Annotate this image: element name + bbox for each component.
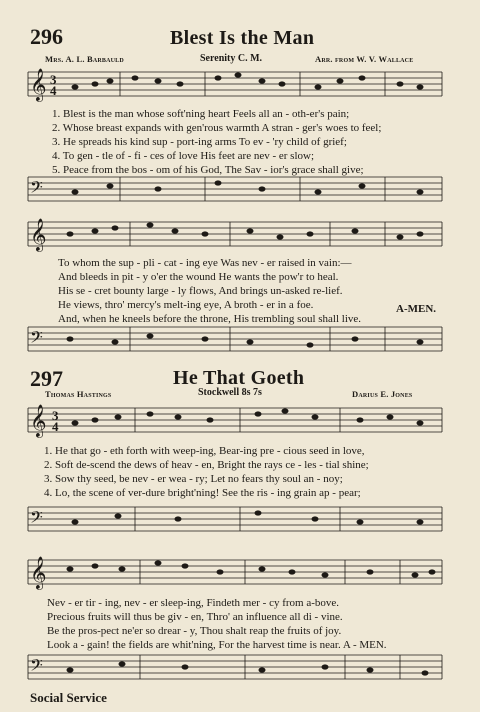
- music-staff-bass: [0, 502, 480, 542]
- verse-line: Be the pros-pect ne'er so drear - y, Thou shalt reap the fruits of joy.: [47, 625, 342, 637]
- svg-text:3: 3: [50, 72, 57, 87]
- hymn-number: 296: [30, 24, 63, 49]
- verse-line: To whom the sup - pli - cat - ing eye Was nev - er raised in vain:—: [58, 257, 352, 269]
- svg-text:𝄢: 𝄢: [30, 655, 43, 679]
- verse-line: And bleeds in pit - y o'er the wound He wants the pow'r to heal.: [58, 271, 339, 283]
- music-staff-treble: [0, 398, 480, 448]
- verse-line: He views, thro' mercy's melt-ing eye, A broth - er in a foe.: [58, 299, 314, 311]
- svg-text:3: 3: [52, 408, 59, 423]
- verse-line: His se - cret bounty large - ly flows, And brings un-asked re-lief.: [58, 285, 343, 297]
- svg-text:𝄞: 𝄞: [30, 68, 47, 101]
- svg-text:𝄞: 𝄞: [30, 218, 47, 251]
- hymn-number: 297: [30, 366, 63, 391]
- music-staff-bass: [0, 172, 480, 212]
- verse-line: Nev - er tir - ing, nev - er sleep-ing, Findeth mer - cy from a-bove.: [47, 597, 340, 609]
- verse-line: 2. Soft de-scend the dews of heav - en, Bright the rays ce - les - tial shine;: [44, 459, 369, 471]
- amen-label: A-MEN.: [396, 303, 437, 315]
- svg-text:𝄢: 𝄢: [30, 327, 43, 351]
- verse-line: 1. Blest is the man whose soft'ning heart Feels all an - oth-er's pain;: [52, 108, 350, 120]
- verse-line: 1. He that go - eth forth with weep-ing, Bear-ing pre - cious seed in love,: [44, 445, 365, 457]
- verse-line: 4. Lo, the scene of ver-dure bright'ning! See the ris - ing grain ap - pear;: [44, 487, 361, 499]
- verse-line: 2. Whose breast expands with gen'rous warmth A stran - ger's woes to feel;: [52, 122, 382, 134]
- verse-line: Precious fruits will thus be giv - en, Thro' an influence all di - vine.: [47, 611, 343, 623]
- tune-name: Stockwell 8s 7s: [198, 387, 262, 398]
- tune-name: Serenity C. M.: [200, 53, 263, 64]
- svg-text:4: 4: [50, 83, 57, 98]
- hymn-title: He That Goeth: [173, 367, 305, 389]
- music-credit: Darius E. Jones: [352, 389, 413, 399]
- page-footer: Social Service: [30, 690, 107, 705]
- words-credit: Mrs. A. L. Barbauld: [45, 54, 124, 64]
- hymn-title: Blest Is the Man: [170, 27, 315, 49]
- verse-line: 3. He spreads his kind sup - port-ing arms To ev - 'ry child of grief;: [52, 136, 347, 148]
- music-staff-bass: [0, 322, 480, 362]
- svg-text:𝄞: 𝄞: [30, 556, 47, 589]
- words-credit: Thomas Hastings: [45, 389, 112, 399]
- svg-text:4: 4: [52, 419, 59, 434]
- svg-text:𝄞: 𝄞: [30, 404, 47, 437]
- music-staff-bass: [0, 650, 480, 690]
- svg-text:𝄢: 𝄢: [30, 177, 43, 201]
- verse-line: And, when he kneels before the throne, His trembling soul shall live.: [58, 313, 362, 325]
- verse-line: 4. To gen - tle of - fi - ces of love His feet are nev - er slow;: [52, 150, 315, 162]
- music-staff-treble: [0, 212, 480, 262]
- verse-line: 5. Peace from the bos - om of his God, The Sav - ior's grace shall give;: [52, 164, 364, 176]
- verse-line: Look a - gain! the fields are whit'ning, For the harvest time is near. A - MEN.: [47, 639, 387, 651]
- svg-text:𝄢: 𝄢: [30, 507, 43, 531]
- music-staff-treble: [0, 550, 480, 600]
- verse-line: 3. Sow thy seed, be nev - er wea - ry; Let no fears thy soul an - noy;: [44, 473, 343, 485]
- music-credit: Arr. from W. V. Wallace: [315, 54, 414, 64]
